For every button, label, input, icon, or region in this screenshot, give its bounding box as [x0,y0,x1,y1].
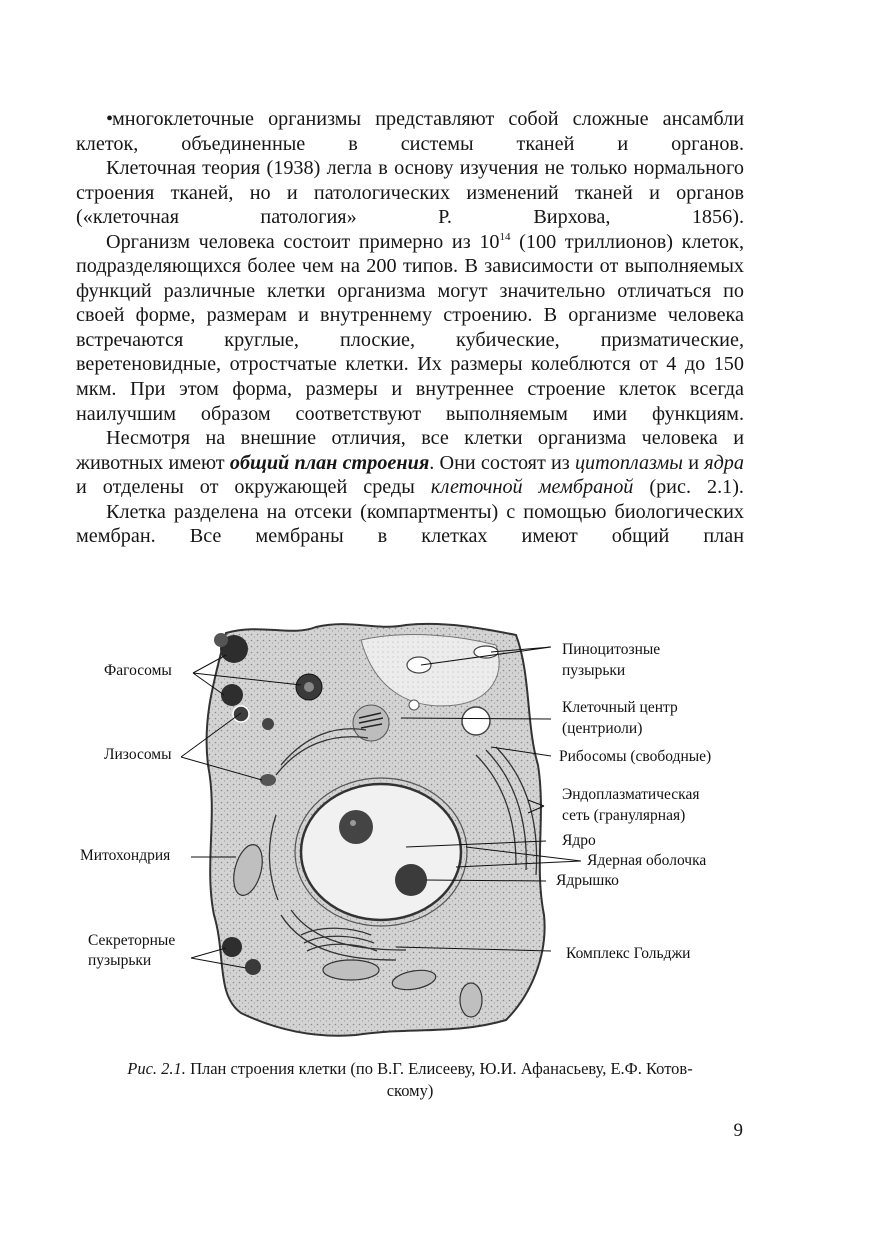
centrosome [353,705,389,741]
label-nucleolus: Ядрышко [556,872,619,889]
paragraph-bullet: • многоклеточные организмы представляют собой сложные ансамбли клеток, объединенные в системы тканей и органов. [76,108,744,155]
label-golgi: Комплекс Гольджи [566,945,691,962]
label-pinocytic-line2: пузырьки [562,662,626,679]
cell-diagram [76,615,756,1045]
phagosome [233,706,249,722]
page-number: 9 [733,1120,743,1141]
label-phagosomes: Фагосомы [104,662,172,679]
label-nucleus: Ядро [562,832,596,849]
lysosome [260,774,276,786]
vacuole [409,700,419,710]
secretory-vesicle [245,959,261,975]
paragraph-compartments: Клетка разделена на отсеки (компартменты) с помощью биологических мембран. Все мембраны в клетках имеют общий план [76,500,744,548]
nucleus [301,784,461,920]
label-centrosome-line1: Клеточный центр [562,699,678,716]
body-text [76,107,744,549]
caption-line1: План строения клетки (по В.Г. Елисееву, Ю.И. Афанасьеву, Е.Ф. Котов- [185,1059,693,1078]
label-ribosomes: Рибосомы (свободные) [559,748,712,765]
label-centrosome-line2: (центриоли) [562,720,643,737]
label-pinocytic-line1: Пиноцитозные [562,641,661,658]
label-lysosomes: Лизосомы [104,746,172,763]
phagosome [221,684,243,706]
label-secretory-line2: пузырьки [88,952,152,969]
vacuole [462,707,490,735]
cell-diagram-figure [76,615,756,1045]
label-mitochondria: Митохондрия [80,847,171,864]
lysosome [262,718,274,730]
label-er-line2: сеть (гранулярная) [562,807,686,824]
label-er-line1: Эндоплазматическая [562,786,700,803]
caption-prefix: Рис. 2.1. [127,1059,186,1078]
label-secretory-line1: Секреторные [88,932,176,949]
label-nuclear-envelope: Ядерная оболочка [587,852,707,869]
bullet-icon: • [106,108,114,130]
secretory-vesicle [222,937,242,957]
nucleolus [339,810,373,844]
caption-line2: скому) [386,1081,434,1100]
phagosome-core [304,682,314,692]
nucleolus [395,864,427,896]
pinocytic-vesicle [407,657,431,673]
paragraph-cell-count: Организм человека состоит примерно из $10^{14}$ (100 триллионов) клеток, подразделяющихся более чем на 200 типов. В зависимости от выполняемых функций различные клетки организма могут значительно отличаться по своей форме, размерам и внутреннему строению. В организме человека встречаются круглые, плоские, кубические, призматические, веретеновидные, отростчатые клетки. Их размеры колеблются от 4 до 150 мкм. При этом форма, размеры и внутреннее строение клеток всегда наилучшим образом соответствуют выполняемым ими функциям. [76,230,744,425]
figure-caption [76,1058,744,1102]
paragraph-general-plan: Несмотря на внешние отличия, все клетки организма человека и животных имеют общий план строения. Они состоят из цитоплазмы и ядра и отделены от окружающей среды клеточной мембраной (рис. 2.1). [76,427,744,499]
paragraph-cell-theory: Клеточная теория (1938) легла в основу изучения не только нормального строения тканей, но и патологических изменений тканей и органов («клеточная патология» Р. Вирхова, 1856). [76,157,744,229]
phagosome [214,633,228,647]
